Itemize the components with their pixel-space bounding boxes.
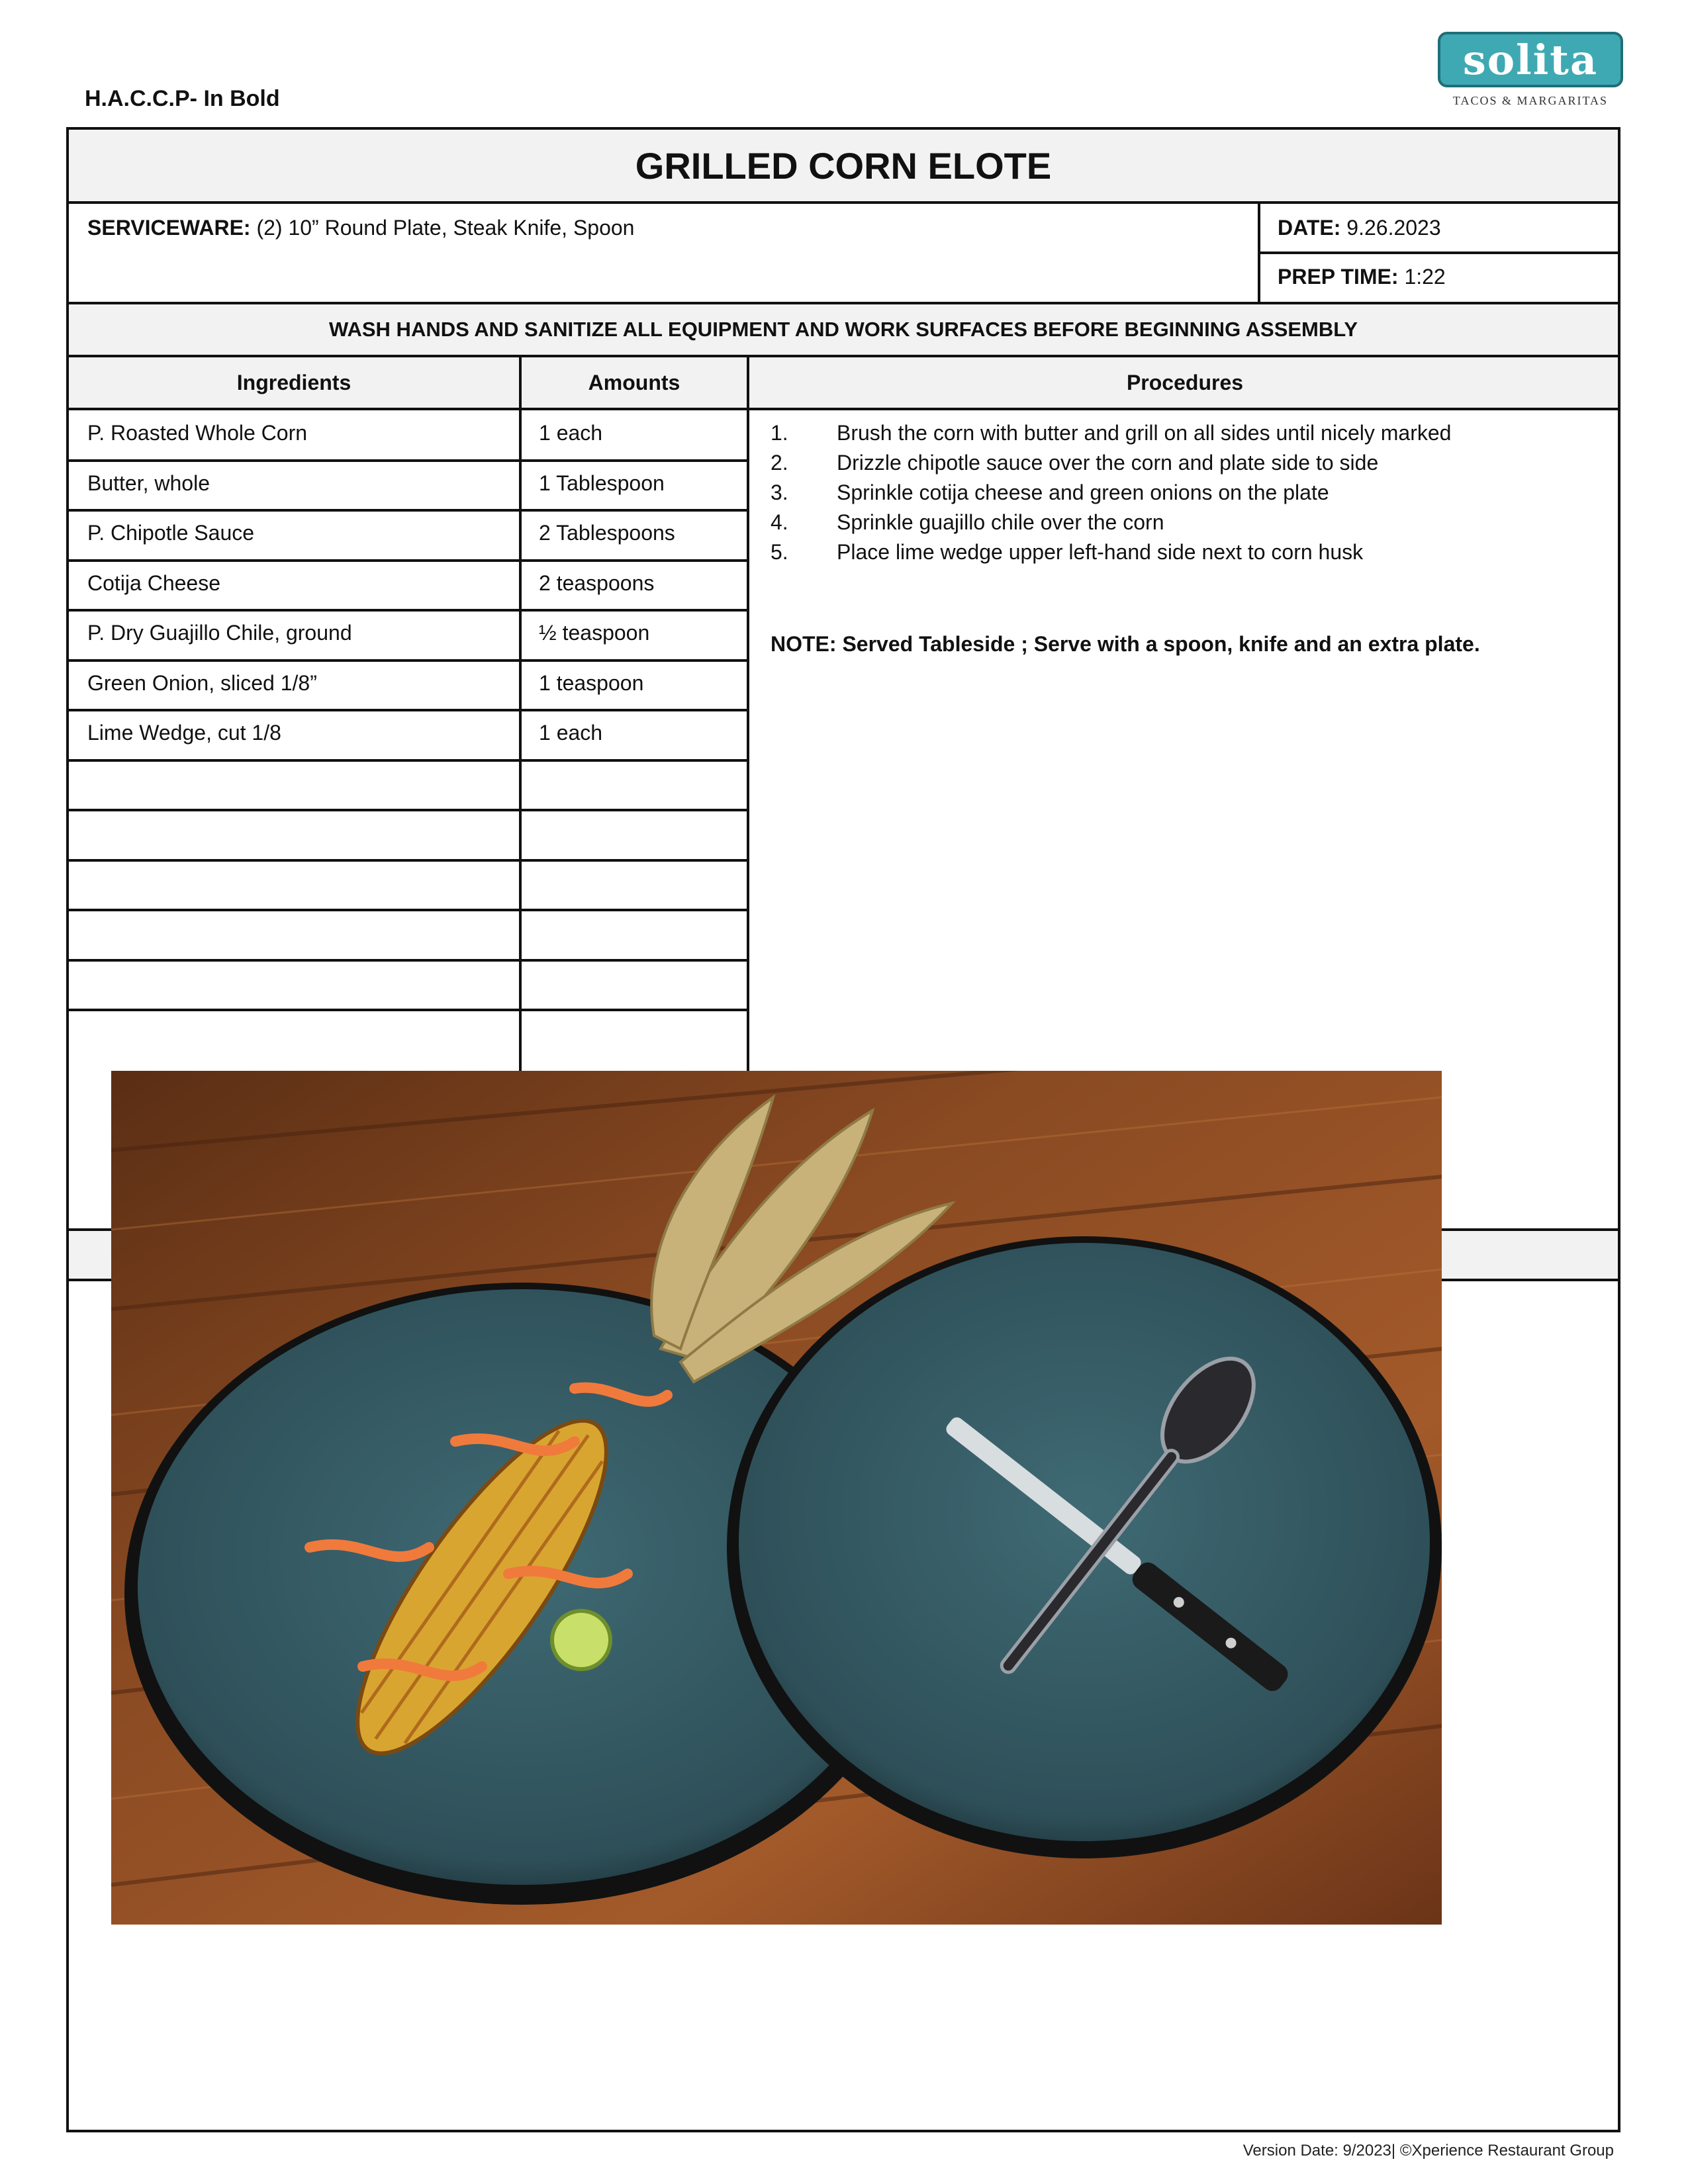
ingredient-row-divider bbox=[69, 959, 747, 962]
recipe-title: GRILLED CORN ELOTE bbox=[69, 130, 1618, 201]
prep-time-label: PREP TIME: bbox=[1278, 265, 1399, 289]
ingredient-name: Butter, whole bbox=[87, 471, 210, 495]
ingredient-row-divider bbox=[69, 609, 747, 612]
ingredient-name: P. Dry Guajillo Chile, ground bbox=[87, 621, 352, 645]
logo-tagline: TACOS & MARGARITAS bbox=[1452, 94, 1609, 107]
ingredient-row-divider bbox=[69, 559, 747, 562]
amounts-header: Amounts bbox=[588, 370, 680, 394]
date-field bbox=[1278, 216, 1441, 240]
ingredient-name: Green Onion, sliced 1/8” bbox=[87, 670, 317, 695]
ingredient-row-divider bbox=[69, 659, 747, 662]
ingredient-row-divider bbox=[69, 1009, 747, 1011]
logo-wordmark: solita bbox=[1438, 32, 1623, 87]
ingredient-row-divider bbox=[69, 809, 747, 811]
ingredient-amount: 1 each bbox=[539, 421, 603, 445]
date-label: DATE: bbox=[1278, 216, 1341, 240]
ingredient-amount: 2 Tablespoons bbox=[539, 521, 675, 545]
column-headers bbox=[69, 357, 1618, 408]
prep-time-field bbox=[1278, 265, 1446, 289]
ingredient-row-divider bbox=[69, 759, 747, 762]
ingredient-amount: 2 teaspoons bbox=[539, 570, 655, 595]
ingredients-header: Ingredients bbox=[236, 370, 352, 394]
ingredients-table: P. Roasted Whole Corn 1 each Butter, whole 1 Tablespoon P. Chipotle Sauce 2 Tablespoons Cotija Cheese 2 teaspoons P. Dry Guajillo Chile, ground ½ teaspoon Green Onion, sliced 1/8” 1 teaspoon Lime Wedge, cut 1/8 1 each 1. Brush the corn with butter and grill on all sides until nicely marked 2. Drizzle chipotle sauce over the corn and plate side to side 3. Sprinkle cotija cheese and green onions on the plate 4. Sprinkle guajillo chile over the corn 5. Place lime wedge upper left-hand side next to corn husk NOTE: Served Tableside ; Serve with a spoon, knife and an extra plate. bbox=[69, 410, 1618, 1228]
serviceware-label: SERVICEWARE: bbox=[87, 216, 251, 240]
haccp-note: H.A.C.C.P- In Bold bbox=[85, 86, 280, 111]
procedures-header: Procedures bbox=[1126, 370, 1244, 394]
ingredient-name: Cotija Cheese bbox=[87, 570, 220, 595]
ingredient-name: P. Roasted Whole Corn bbox=[87, 421, 308, 445]
ingredient-row-divider bbox=[69, 459, 747, 462]
ingredient-row-divider bbox=[69, 709, 747, 711]
solita-logo bbox=[1438, 32, 1623, 108]
ingredient-row-divider bbox=[69, 909, 747, 911]
date-value: 9.26.2023 bbox=[1346, 216, 1441, 240]
ingredient-amount: ½ teaspoon bbox=[539, 621, 650, 645]
ingredient-amount: 1 teaspoon bbox=[539, 670, 644, 695]
dish-photo bbox=[111, 1071, 1442, 1925]
ingredient-amount: 1 Tablespoon bbox=[539, 471, 665, 495]
wash-hands-banner: WASH HANDS AND SANITIZE ALL EQUIPMENT AND WORK SURFACES BEFORE BEGINNING ASSEMBLY bbox=[69, 304, 1618, 355]
ingredient-name: Lime Wedge, cut 1/8 bbox=[87, 721, 281, 745]
ingredient-name: P. Chipotle Sauce bbox=[87, 521, 255, 545]
ingredient-row-divider bbox=[69, 509, 747, 512]
ingredient-amount: 1 each bbox=[539, 721, 603, 745]
prep-time-value: 1:22 bbox=[1404, 265, 1446, 289]
ingredient-row-divider bbox=[69, 859, 747, 862]
serviceware-field bbox=[87, 216, 634, 240]
serviceware-value: (2) 10” Round Plate, Steak Knife, Spoon bbox=[256, 216, 635, 240]
service-note: NOTE: Served Tableside ; Serve with a spoon, knife and an extra plate. bbox=[771, 632, 1480, 656]
version-footer: Version Date: 9/2023| ©Xperience Restaurant Group bbox=[1243, 2142, 1614, 2160]
